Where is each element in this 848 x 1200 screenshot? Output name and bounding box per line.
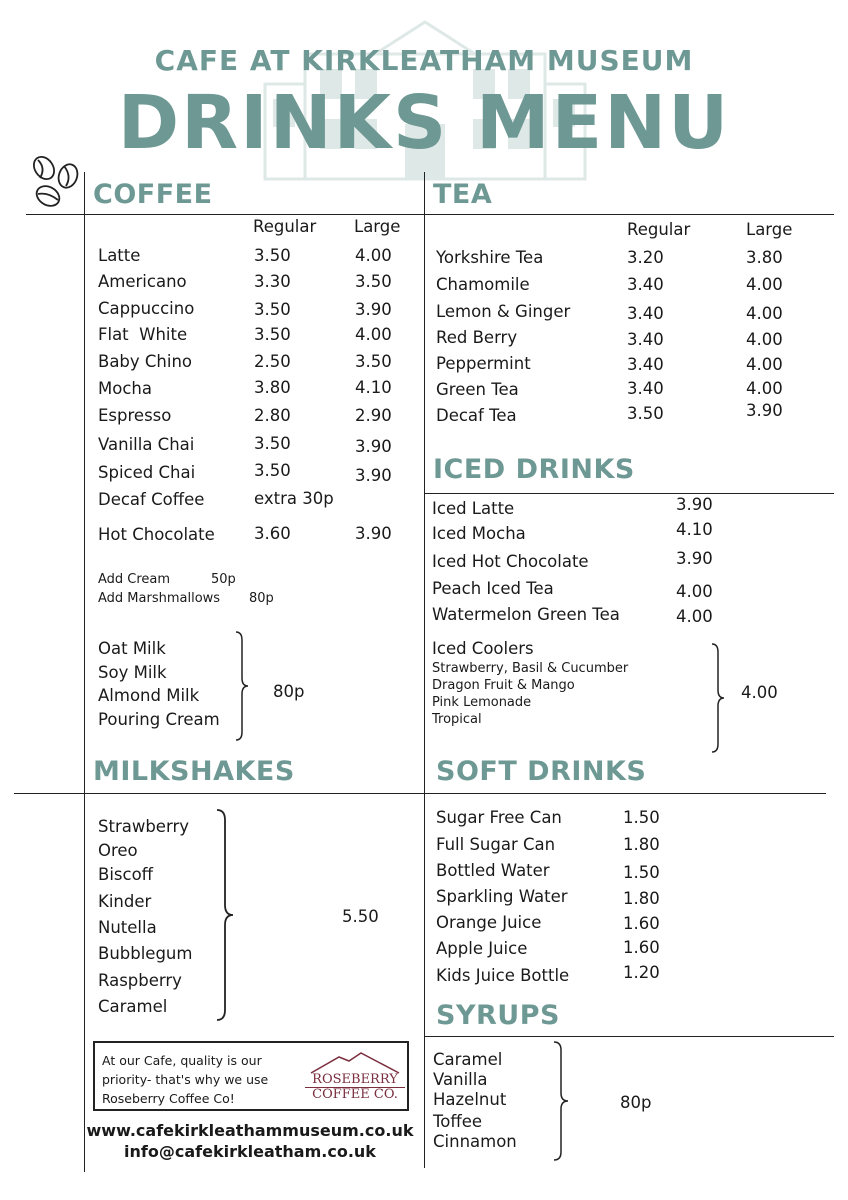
iced-item-price: 4.00 xyxy=(676,582,713,601)
milk-option: Soy Milk xyxy=(98,663,167,682)
cafe-subtitle: CAFE AT KIRKLEATHAM MUSEUM xyxy=(154,44,694,77)
coffee-item-regular: 3.60 xyxy=(254,524,291,543)
coffee-item-name: Flat White xyxy=(98,325,188,344)
iced-item-price: 4.10 xyxy=(676,520,713,539)
milkshake-flavour: Oreo xyxy=(98,841,138,860)
coolers-price: 4.00 xyxy=(741,683,778,702)
tea-item-regular: 3.40 xyxy=(627,379,664,398)
iced-item-name: Watermelon Green Tea xyxy=(432,605,620,624)
soft-drink-price: 1.60 xyxy=(623,914,660,933)
coffee-item-large: 4.00 xyxy=(355,246,392,265)
tea-large-header: Large xyxy=(746,220,793,239)
syrup-flavour: Hazelnut xyxy=(433,1090,507,1109)
coffee-item-regular: 3.50 xyxy=(254,300,291,319)
email-link[interactable]: info@cafekirkleatham.co.uk xyxy=(124,1142,376,1161)
tea-item-name: Green Tea xyxy=(436,380,519,399)
cooler-flavour: Tropical xyxy=(432,712,482,727)
iced-item-name: Peach Iced Tea xyxy=(432,579,554,598)
promo-text: At our Cafe, quality is our priority- that's why we use Roseberry Coffee Co! xyxy=(102,1053,269,1106)
milkshakes-brace xyxy=(214,808,236,1022)
soft-drinks-heading: SOFT DRINKS xyxy=(436,756,647,787)
tea-item-large: 4.00 xyxy=(746,275,783,294)
milkshake-flavour: Raspberry xyxy=(98,971,182,990)
extra-price: 50p xyxy=(211,572,236,587)
logo-text-coffee-co: COFFEE CO. xyxy=(305,1087,405,1102)
milkshakes-price: 5.50 xyxy=(342,907,379,926)
iced-drinks-heading: ICED DRINKS xyxy=(433,454,635,485)
coffee-item-regular: 3.50 xyxy=(254,461,291,480)
coffee-item-name: Baby Chino xyxy=(98,352,193,371)
iced-header-line xyxy=(424,493,834,494)
coffee-item-regular: 2.80 xyxy=(254,406,291,425)
milk-option: Almond Milk xyxy=(98,686,200,705)
coffee-beans-icon xyxy=(26,152,88,214)
coffee-header-line xyxy=(26,214,424,215)
coffee-item-regular: 3.50 xyxy=(254,325,291,344)
logo-text-roseberry: ROSEBERRY xyxy=(312,1072,398,1087)
coffee-item-name: Hot Chocolate xyxy=(98,525,215,544)
iced-item-name: Iced Latte xyxy=(432,499,515,518)
soft-drink-name: Apple Juice xyxy=(436,939,528,958)
syrups-brace xyxy=(552,1040,570,1162)
syrups-header-line xyxy=(424,1036,834,1037)
tea-item-regular: 3.40 xyxy=(627,355,664,374)
syrup-flavour: Caramel xyxy=(433,1050,503,1069)
coffee-item-name: Cappuccino xyxy=(98,299,195,318)
milkshake-flavour: Biscoff xyxy=(98,865,154,884)
soft-drink-name: Full Sugar Can xyxy=(436,835,556,854)
tea-item-large: 4.00 xyxy=(746,330,783,349)
extra-name: Add Marshmallows xyxy=(98,591,221,606)
page-title: DRINKS MENU xyxy=(117,80,731,166)
tea-item-large: 4.00 xyxy=(746,304,783,323)
tea-item-regular: 3.40 xyxy=(627,275,664,294)
coffee-item-name: Mocha xyxy=(98,379,152,398)
tea-item-name: Decaf Tea xyxy=(436,406,517,425)
soft-drink-price: 1.50 xyxy=(623,808,660,827)
milk-brace xyxy=(234,630,250,742)
milkshake-flavour: Kinder xyxy=(98,892,152,911)
syrups-price: 80p xyxy=(620,1093,652,1112)
coffee-item-large: 3.90 xyxy=(355,437,392,456)
tea-item-large: 3.90 xyxy=(746,401,783,420)
milkshakes-header-line xyxy=(14,793,424,794)
center-vertical-divider xyxy=(424,172,425,1168)
tea-item-name: Yorkshire Tea xyxy=(436,248,544,267)
tea-item-name: Lemon & Ginger xyxy=(436,302,571,321)
tea-item-regular: 3.20 xyxy=(627,248,664,267)
tea-item-name: Peppermint xyxy=(436,354,531,373)
coolers-brace xyxy=(710,642,726,754)
soft-drink-name: Sparkling Water xyxy=(436,887,568,906)
tea-heading: TEA xyxy=(433,179,493,210)
cooler-flavour: Dragon Fruit & Mango xyxy=(432,678,575,693)
coffee-item-large: 4.10 xyxy=(355,378,392,397)
coffee-item-regular: 3.80 xyxy=(254,378,291,397)
soft-drink-name: Sugar Free Can xyxy=(436,808,562,827)
soft-drink-price: 1.50 xyxy=(623,863,660,882)
soft-drinks-header-line xyxy=(424,793,826,794)
milk-price: 80p xyxy=(273,682,305,701)
soft-drink-name: Bottled Water xyxy=(436,861,550,880)
coffee-item-name: Decaf Coffee xyxy=(98,490,205,509)
coffee-item-regular: 2.50 xyxy=(254,352,291,371)
coffee-item-name: Vanilla Chai xyxy=(98,435,195,454)
coffee-item-large: 2.90 xyxy=(355,406,392,425)
soft-drink-price: 1.20 xyxy=(623,963,660,982)
coffee-large-header: Large xyxy=(354,217,401,236)
milkshake-flavour: Nutella xyxy=(98,918,157,937)
coffee-item-large: 3.90 xyxy=(355,300,392,319)
coffee-item-large: 4.00 xyxy=(355,325,392,344)
coffee-item-regular: 3.30 xyxy=(254,272,291,291)
syrup-flavour: Toffee xyxy=(433,1112,483,1131)
coffee-item-name: Americano xyxy=(98,272,187,291)
soft-drink-price: 1.80 xyxy=(623,889,660,908)
tea-item-regular: 3.40 xyxy=(627,330,664,349)
tea-item-large: 3.80 xyxy=(746,248,783,267)
cooler-flavour: Strawberry, Basil & Cucumber xyxy=(432,661,629,676)
coffee-item-regular: 3.50 xyxy=(254,246,291,265)
tea-item-name: Chamomile xyxy=(436,275,530,294)
milkshakes-heading: MILKSHAKES xyxy=(93,756,295,787)
tea-item-regular: 3.50 xyxy=(627,404,664,423)
coffee-item-regular: 3.50 xyxy=(254,434,291,453)
coffee-item-large: 3.50 xyxy=(355,352,392,371)
website-link[interactable]: www.cafekirkleathammuseum.co.uk xyxy=(86,1121,414,1140)
iced-coolers-title: Iced Coolers xyxy=(432,639,534,658)
coffee-item-name: Spiced Chai xyxy=(98,463,196,482)
tea-item-large: 4.00 xyxy=(746,355,783,374)
tea-header-line xyxy=(424,214,834,215)
milkshake-flavour: Caramel xyxy=(98,997,168,1016)
coffee-item-name: Espresso xyxy=(98,406,172,425)
coffee-regular-header: Regular xyxy=(253,217,317,236)
soft-drink-name: Kids Juice Bottle xyxy=(436,966,570,985)
iced-item-price: 3.90 xyxy=(676,495,713,514)
milkshake-flavour: Strawberry xyxy=(98,817,189,836)
syrups-heading: SYRUPS xyxy=(436,1000,560,1031)
coffee-item-regular: extra 30p xyxy=(254,489,334,508)
left-vertical-divider xyxy=(84,172,85,1172)
tea-item-name: Red Berry xyxy=(436,328,518,347)
coffee-heading: COFFEE xyxy=(93,179,213,210)
coffee-item-large: 3.90 xyxy=(355,466,392,485)
iced-item-price: 4.00 xyxy=(676,607,713,626)
coffee-item-large: 3.90 xyxy=(355,524,392,543)
tea-regular-header: Regular xyxy=(627,220,691,239)
cooler-flavour: Pink Lemonade xyxy=(432,695,532,710)
iced-item-name: Iced Mocha xyxy=(432,524,526,543)
milk-option: Pouring Cream xyxy=(98,710,220,729)
iced-item-name: Iced Hot Chocolate xyxy=(432,552,589,571)
syrup-flavour: Vanilla xyxy=(433,1070,488,1089)
soft-drink-name: Orange Juice xyxy=(436,913,542,932)
soft-drink-price: 1.60 xyxy=(623,938,660,957)
milkshake-flavour: Bubblegum xyxy=(98,944,193,963)
coffee-item-name: Latte xyxy=(98,246,141,265)
coffee-item-large: 3.50 xyxy=(355,272,392,291)
tea-item-regular: 3.40 xyxy=(627,304,664,323)
tea-item-large: 4.00 xyxy=(746,379,783,398)
extra-name: Add Cream xyxy=(98,572,171,587)
soft-drink-price: 1.80 xyxy=(623,835,660,854)
roseberry-promo-box xyxy=(93,1041,409,1111)
iced-item-price: 3.90 xyxy=(676,549,713,568)
syrup-flavour: Cinnamon xyxy=(433,1132,517,1151)
milk-option: Oat Milk xyxy=(98,639,166,658)
extra-price: 80p xyxy=(249,591,274,606)
